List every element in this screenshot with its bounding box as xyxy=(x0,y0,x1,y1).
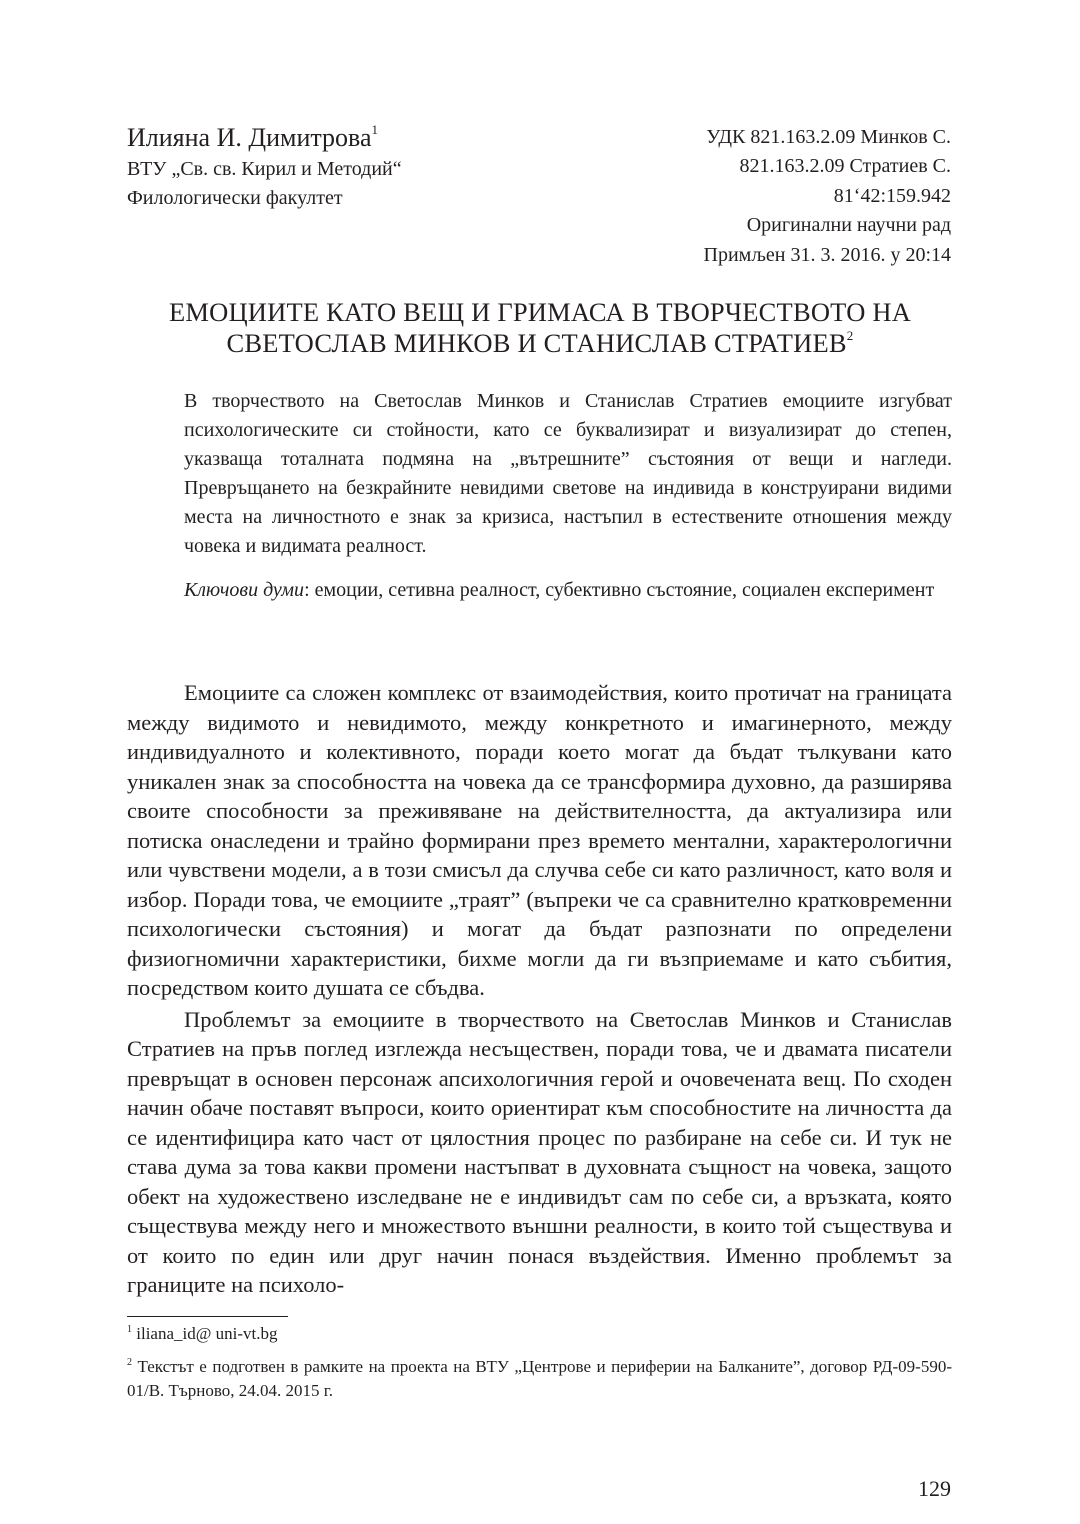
title-line-1: ЕМОЦИИТЕ КАТО ВЕЩ И ГРИМАСА В ТВОРЧЕСТВОТО НА xyxy=(168,297,912,327)
keywords xyxy=(184,576,952,605)
footnote-2-text: Текстът е подготвен в рамките на проекта на ВТУ „Центрове и периферии на Балканите”, договор РД-09-590-01/В. Търново, 24.04. 2015 г. xyxy=(127,1357,953,1400)
footnote-2 xyxy=(127,1355,952,1403)
keywords-list: : емоции, сетивна реалност, субективно състояние, социален експеримент xyxy=(304,579,935,601)
body-text xyxy=(127,678,952,1300)
footnote-1-text: iliana_id@ uni-vt.bg xyxy=(136,1324,278,1343)
udk-code-3: 81‘42:159.942 xyxy=(833,184,951,207)
keywords-label: Ключови думи xyxy=(184,579,305,601)
footnotes xyxy=(127,1322,952,1403)
page-number: 129 xyxy=(918,1476,951,1501)
body-paragraph-2: Проблемът за емоциите в творчеството на Светослав Минков и Станислав Стратиев на пръв поглед изглежда несъществен, поради това, че и двамата писатели превръщат в основен персонаж апсихологичния герой и очовечената вещ. По сходен начин обаче поставят въпроси, които ориентират към способностите на личността да се идентифицира като част от цялостния процес по разбиране на себе си. И тук не става дума за това какви промени настъпват в духовната същност на човека, защото обект на художествено изследване не е индивидът сам по себе си, а връзката, която съществува между него и множеството външни реалности, в които той съществува и от които по един или друг начин понася въздействия. Именно проблемът за границите на психоло- xyxy=(127,1006,952,1297)
footnote-1-mark: 1 xyxy=(127,1324,132,1335)
affiliation: ВТУ „Св. св. Кирил и Методий“ xyxy=(127,158,402,180)
faculty: Филологически факултет xyxy=(127,187,343,209)
udk-code-2: 821.163.2.09 Стратиев С. xyxy=(739,155,951,177)
received-date: Примљен 31. 3. 2016. у 20:14 xyxy=(703,243,951,266)
body-paragraph-1: Емоциите са сложен комплекс от взаимодействия, които протичат на границата между видимото и невидимото, между конкретното и имагинерното, между индивидуалното и колективното, поради което могат да бъдат тълкувани като уникален знак за способността на човека да се трансформира духовно, да разширява своите способности за преживяване на действителността, да актуализира или потиска онаследени и трайно формирани през времето ментални, характерологични или чувствени модели, а в този смисъл да случва себе си като различност, като воля и избор. Поради това, че емоциите „траят” (въпреки че са сравнително кратковременни психологически състояния) и могат да бъдат разпознати по определени физиогномични характеристики, бихме могли да ги възприемаме и като събития, посредством които душата се сбъдва. xyxy=(127,680,952,1000)
paper-type: Оригинални научни рад xyxy=(746,214,951,236)
footnote-1 xyxy=(127,1322,952,1346)
abstract xyxy=(184,387,952,605)
footnote-divider xyxy=(127,1316,288,1317)
footnote-2-mark: 2 xyxy=(127,1357,132,1368)
author-name: Илияна И. Димитрова$^1$ xyxy=(127,122,379,152)
footnote-ref-2[interactable]: 2 xyxy=(846,328,854,343)
classification-block xyxy=(531,121,951,270)
author-block xyxy=(127,121,547,213)
title-line-2: СВЕТОСЛАВ МИНКОВ И СТАНИСЛАВ СТРАТИЕВ$^2$ xyxy=(226,328,854,358)
footnote-ref-1[interactable]: 1 xyxy=(371,122,379,137)
article-title xyxy=(90,297,990,359)
udk-code-1: УДК 821.163.2.09 Минков С. xyxy=(706,126,951,148)
abstract-text: В творчеството на Светослав Минков и Станислав Стратиев емоциите изгубват психологическите си стойности, като се буквализират и визуализират до степен, указваща тоталната подмяна на „вътрешните” състояния от вещи и нагледи. Превръщането на безкрайните невидими светове на индивида в конструирани видими места на личностното е знак за кризиса, настъпил в естествените отношения между човека и видимата реалност. xyxy=(184,390,952,557)
